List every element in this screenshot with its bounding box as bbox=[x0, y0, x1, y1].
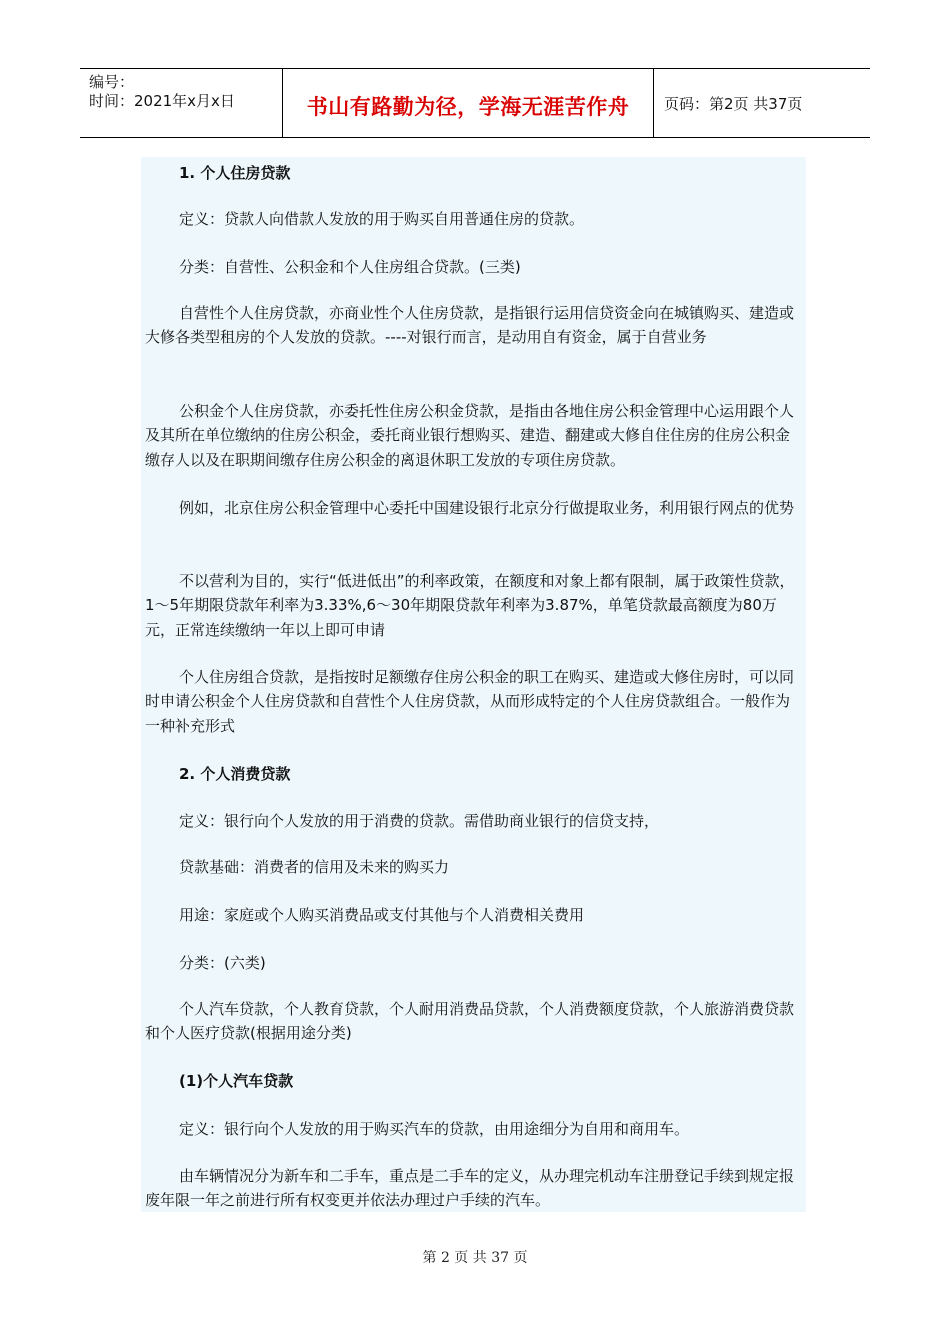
header-meta-cell bbox=[80, 69, 283, 137]
paragraph-provident-fund-loan: 公积金个人住房贷款，亦委托性住房公积金贷款，是指由各地住房公积金管理中心运用跟个人及其所在单位缴纳的住房公积金，委托商业银行想购买、建造、翻建或大修自住住房的住房公积金缴存人以及在职期间缴存住房公积金的离退休职工发放的专项住房贷款。 bbox=[145, 402, 795, 469]
header-page-code: 页码：第2页 共37页 bbox=[664, 95, 803, 113]
paragraph-six-categories: 分类：(六类) bbox=[179, 954, 266, 972]
page-footer: 第 2 页 共 37 页 bbox=[422, 1250, 528, 1266]
document-time-label: 时间：2021年x月x日 bbox=[89, 92, 235, 110]
paragraph-definition: 定义：贷款人向借款人发放的用于购买自用普通住房的贷款。 bbox=[179, 210, 585, 228]
document-number-label: 编号： bbox=[89, 73, 135, 91]
paragraph-classification: 分类：自营性、公积金和个人住房组合贷款。(三类) bbox=[179, 258, 521, 276]
paragraph-combination-loan: 个人住房组合贷款，是指按时足额缴存住房公积金的职工在购买、建造或大修住房时，可以同时申请公积金个人住房贷款和自营性个人住房贷款，从而形成特定的个人住房贷款组合。一般作为一种补充形式 bbox=[145, 668, 795, 735]
paragraph-used-car: 由车辆情况分为新车和二手车，重点是二手车的定义，从办理完机动车注册登记手续到规定报废年限一年之前进行所有权变更并依法办理过户手续的汽车。 bbox=[145, 1167, 795, 1210]
paragraph-usage: 用途：家庭或个人购买消费品或支付其他与个人消费相关费用 bbox=[179, 906, 585, 924]
header-motto: 书山有路勤为径，学海无涯苦作舟 bbox=[306, 95, 630, 119]
subheading-auto-loan: (1)个人汽车贷款 bbox=[179, 1072, 294, 1090]
paragraph-consumer-definition: 定义：银行向个人发放的用于消费的贷款。需借助商业银行的信贷支持， bbox=[179, 812, 660, 830]
section-heading-consumer-loan: 2. 个人消费贷款 bbox=[179, 765, 291, 783]
paragraph-commercial-loan: 自营性个人住房贷款，亦商业性个人住房贷款，是指银行运用信贷资金向在城镇购买、建造或大修各类型租房的个人发放的贷款。----对银行而言，是动用自有资金，属于自营业务 bbox=[145, 304, 795, 347]
section-heading-housing-loan: 1. 个人住房贷款 bbox=[179, 164, 291, 182]
paragraph-auto-loan-definition: 定义：银行向个人发放的用于购买汽车的贷款，由用途细分为自用和商用车。 bbox=[179, 1120, 690, 1138]
paragraph-example: 例如，北京住房公积金管理中心委托中国建设银行北京分行做提取业务，利用银行网点的优势 bbox=[179, 499, 795, 517]
paragraph-policy-rates: 不以营利为目的，实行“低进低出”的利率政策，在额度和对象上都有限制，属于政策性贷款，1～5年期限贷款年利率为3.33%,6～30年期限贷款年利率为3.87%，单笔贷款最高额度为80万元，正常连续缴纳一年以上即可申请 bbox=[145, 572, 795, 639]
document-body bbox=[141, 157, 806, 1212]
paragraph-loan-basis: 贷款基础：消费者的信用及未来的购买力 bbox=[179, 858, 450, 876]
page-header bbox=[80, 68, 870, 138]
header-motto-cell bbox=[283, 69, 654, 137]
paragraph-category-list: 个人汽车贷款，个人教育贷款，个人耐用消费品贷款，个人消费额度贷款，个人旅游消费贷款和个人医疗贷款(根据用途分类) bbox=[145, 1000, 795, 1043]
